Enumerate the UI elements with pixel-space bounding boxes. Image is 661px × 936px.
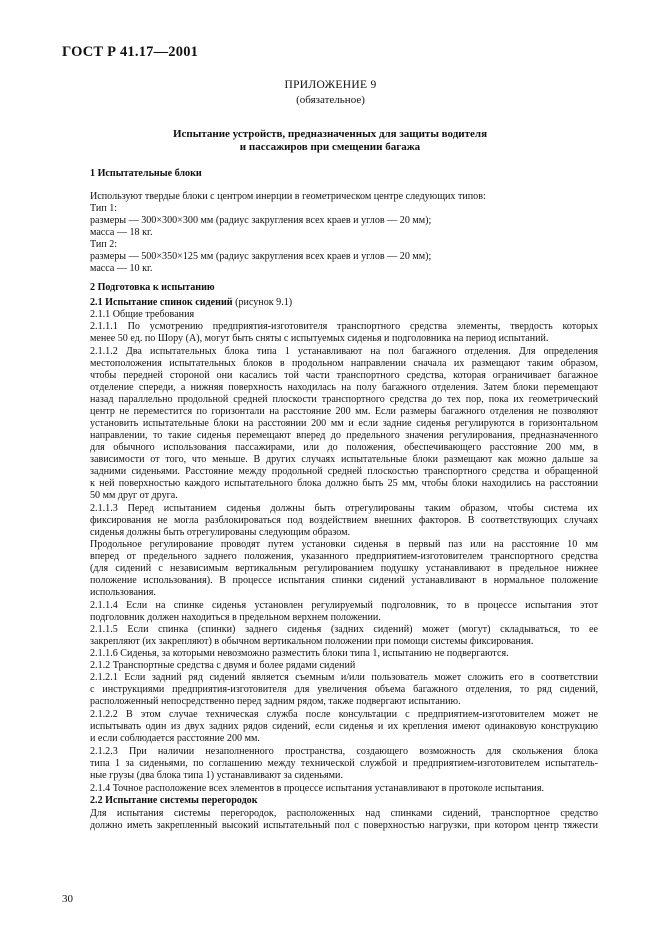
- text-line: 2.1.1.3 Перед испытанием сиденья должны быть отрегулированы таким образом, чтобы система их: [90, 503, 598, 514]
- text-line: расположенный непосредственно перед задним рядом, также подвергают испытанию.: [90, 696, 461, 707]
- subsection-heading: [90, 297, 292, 309]
- text-line: положение использования). В процессе испытания спинки сидений устанавливают в нормальное положение: [90, 575, 598, 586]
- text-line: менее 50 ед. по Шору (А), могут быть сняты с испытуемых сиденья и подголовника на период испытаний.: [90, 333, 549, 344]
- text-line: использования.: [90, 587, 156, 598]
- page-number: 30: [62, 893, 73, 905]
- text-line: Тип 1:: [90, 203, 118, 214]
- title-line: и пассажиров при смещении багажа: [239, 141, 421, 153]
- text-line: 2.1.2.2 В этом случае техническая служба после консультации с предприятием-изготовителем может не: [90, 709, 598, 720]
- text-line: фиксирования не могла разблокироваться под воздействием внешних факторов. В соответствующих случаях: [90, 515, 598, 526]
- text-line: установить испытательные блоки на расстоянии 200 мм и если задние сиденья регулируются в горизонтальном: [90, 418, 598, 429]
- text-line: 2.1.1.5 Если спинка (спинки) заднего сиденья (задних сидений) может (могут) складываться, то ее: [90, 624, 598, 635]
- text-line: вперед от предельного заднего положения, указанного предприятием-изготовителем транспортного средства: [90, 551, 598, 562]
- text-line: Продольное регулирование проводят путем установки сиденья в первый паз или на расстояние 10 мм: [90, 539, 598, 550]
- text-line: сиденья должны быть отрегулированы следующим образом.: [90, 527, 351, 538]
- text-line: зависимости от того, что меньше. В других случаях испытательные блоки размещают как можно дальше за: [90, 454, 598, 465]
- text-line: (для сидений с независимым вертикальным регулированием подушку устанавливают в предельное нижнее: [90, 563, 598, 574]
- text-line: 2.1.4 Точное расположение всех элементов в процессе испытания устанавливают в протоколе испытания.: [90, 783, 544, 794]
- subsection-heading-bold: 2.1 Испытание спинок сидений: [90, 297, 233, 308]
- text-line: подголовник должен находиться в предельном верхнем положении.: [90, 612, 381, 623]
- section-heading: 1 Испытательные блоки: [90, 168, 202, 179]
- page-header: ГОСТ Р 41.17—2001: [62, 44, 199, 60]
- subsection-heading-rest: (рисунок 9.1): [232, 297, 293, 308]
- text-line: типа 1 за сиденьями, по соглашению между технической службой и предприятием-изготовителем испытатель-: [90, 758, 598, 769]
- text-line: Для испытания системы перегородок, расположенных над спинками сидений, транспортное средство: [90, 808, 598, 819]
- text-line: ные грузы (два блока типа 1) устанавливают за сиденьями.: [90, 770, 343, 781]
- text-line: Используют твердые блоки с центром инерции в геометрическом центре следующих типов:: [90, 191, 486, 202]
- text-line: направлении, то такие сиденья перемещают вперед до предельного значения регулирования, предназначенного: [90, 430, 598, 441]
- text-line: чтобы передней стороной они касались той части транспортного средства, которая ограничивает багажное: [90, 370, 598, 381]
- text-line: к ней поверхностью каждого испытательного блока должно быть 25 мм, чтобы блоки находились на расстоянии: [90, 478, 598, 489]
- text-line: 2.1.2.1 Если задний ряд сидений является съемным и/или пользователь может сложить его в соответствии: [90, 672, 598, 683]
- title-line: Испытание устройств, предназначенных для защиты водителя: [172, 128, 488, 140]
- text-line: 50 мм друг от друга.: [90, 490, 178, 501]
- text-line: назад параллельно продольной средней плоскости транспортного средства до тех пор, пока их геометрический: [90, 394, 598, 405]
- text-line: испытывать один из двух задних рядов сидений, если сиденья и их крепления имеют одинаковую конструкцию: [90, 721, 598, 732]
- text-line: отделение спереди, а нижняя поверхность находилась на полу багажного отделения. Затем блоки перемещают: [90, 382, 598, 393]
- text-line: местоположения испытательных блоков в продольном направлении сначала их размещают таким образом,: [90, 358, 598, 369]
- subsection-heading: 2.2 Испытание системы перегородок: [90, 795, 258, 806]
- section-heading: 2 Подготовка к испытанию: [90, 282, 215, 293]
- text-line: Тип 2:: [90, 239, 118, 250]
- text-line: закрепляют (их закрепляют) в обычном вертикальном положении при помощи системы фиксирования.: [90, 636, 534, 647]
- appendix-title: ПРИЛОЖЕНИЕ 9: [284, 79, 377, 91]
- text-line: 2.1.1 Общие требования: [90, 309, 195, 320]
- text-line: с инструкциями предприятия-изготовителя для увеличения объема багажного отделения, то ряд сидений,: [90, 684, 598, 695]
- text-line: 2.1.1.6 Сиденья, за которыми невозможно разместить блоки типа 1, испытанию не подвергаются.: [90, 648, 509, 659]
- text-line: размеры — 300×300×300 мм (радиус закругления всех краев и углов — 20 мм);: [90, 215, 432, 226]
- text-line: масса — 10 кг.: [90, 263, 153, 274]
- text-line: 2.1.2 Транспортные средства с двумя и более рядами сидений: [90, 660, 356, 671]
- text-line: задними сиденьями. Расстояние между продольной средней плоскостью транспортного средства и обращенной: [90, 466, 598, 477]
- text-line: 2.1.1.1 По усмотрению предприятия-изготовителя транспортного средства элементы, твердость которых: [90, 321, 598, 332]
- text-line: размеры — 500×350×125 мм (радиус закругления всех краев и углов — 20 мм);: [90, 251, 432, 262]
- text-line: для обычного использования пассажирами, или до положения, обеспечивающего расстояние 200 мм, в: [90, 442, 598, 453]
- appendix-subtitle: (обязательное): [296, 94, 365, 106]
- text-line: 2.1.2.3 При наличии незаполненного пространства, создающего возможность для скольжения блока: [90, 746, 598, 757]
- text-line: масса — 18 кг.: [90, 227, 153, 238]
- document-title: [80, 128, 580, 154]
- text-line: 2.1.1.4 Если на спинке сиденья установлен регулируемый подголовник, то в процессе испытания этот: [90, 600, 598, 611]
- text-line: должно иметь закрепленный высокий испытательный пол с поверхностью нагрузки, при котором центр тяжести: [90, 820, 598, 831]
- text-line: 2.1.1.2 Два испытательных блока типа 1 устанавливают на пол багажного отделения. Для определения: [90, 346, 598, 357]
- text-line: и если соблюдается расстояние 200 мм.: [90, 733, 260, 744]
- text-line: центр не переместится по горизонтали на расстояние 200 мм. Если размеры багажного отделения не позволяют: [90, 406, 598, 417]
